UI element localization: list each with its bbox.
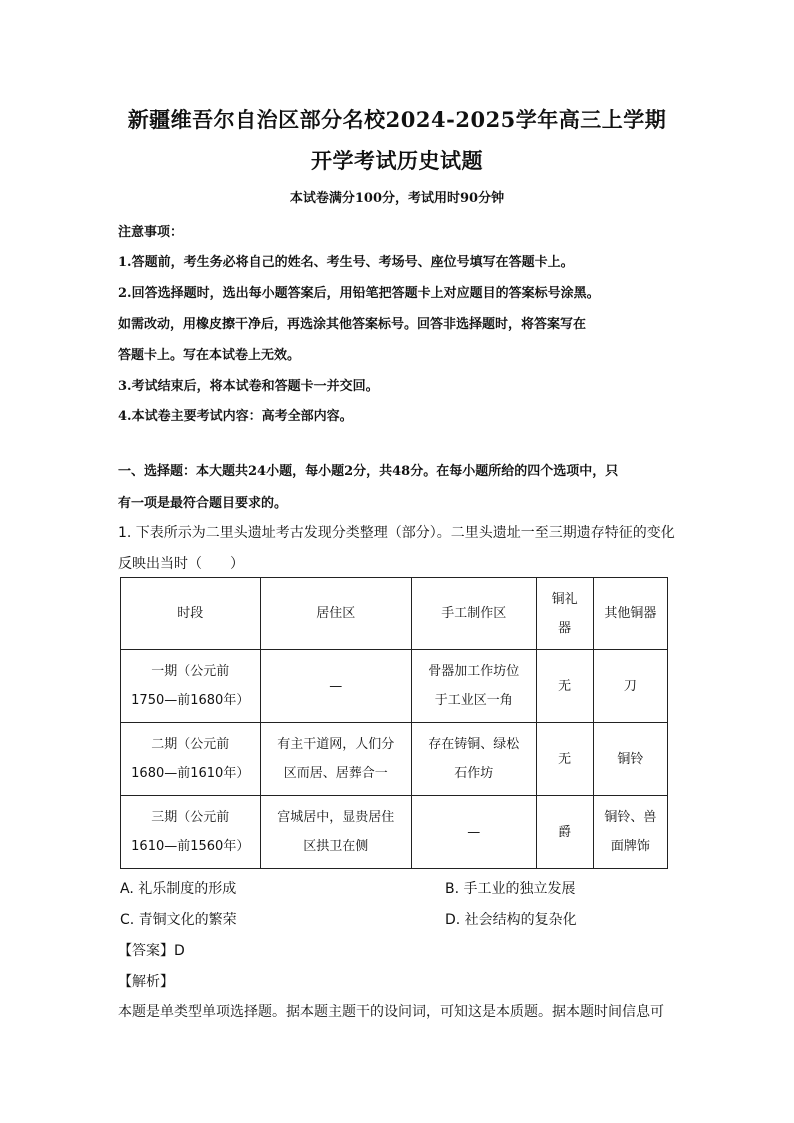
exam-title-line2: 开学考试历史试题	[311, 148, 483, 173]
option-d: D. 社会结构的复杂化	[445, 912, 577, 928]
table-cell: 存在铸铜、绿松 石作坊	[412, 723, 536, 796]
note-line-6: 4.本试卷主要考试内容：高考全部内容。	[118, 409, 353, 424]
header-workshop: 手工制作区	[412, 578, 536, 650]
table-cell: 三期（公元前 1610—前1560年）	[121, 796, 261, 869]
table-row	[121, 650, 668, 723]
section-heading-line1: 一、选择题：本大题共24小题，每小题2分，共48分。在每小题所给的四个选项中，只	[118, 464, 619, 479]
option-b: B. 手工业的独立发展	[445, 881, 576, 897]
table-cell: 爵	[536, 796, 593, 869]
archaeology-table	[120, 577, 668, 869]
table-cell: 无	[536, 723, 593, 796]
table-cell: —	[260, 650, 412, 723]
table-row	[121, 796, 668, 869]
section-heading-line2: 有一项是最符合题目要求的。	[118, 496, 288, 511]
header-residential: 居住区	[260, 578, 412, 650]
note-line-4: 答题卡上。写在本试卷上无效。	[118, 348, 301, 363]
table-cell: 铜铃	[593, 723, 667, 796]
exam-subtitle: 本试卷满分100分，考试用时90分钟	[289, 191, 505, 206]
note-line-5: 3.考试结束后，将本试卷和答题卡一并交回。	[118, 379, 379, 394]
header-other-bronze: 其他铜器	[593, 578, 667, 650]
analysis-heading: 【解析】	[118, 974, 174, 990]
table-cell: 二期（公元前 1680—前1610年）	[121, 723, 261, 796]
table-cell: 铜铃、兽 面牌饰	[593, 796, 667, 869]
question-1-stem-line1: 1. 下表所示为二里头遗址考古发现分类整理（部分）。二里头遗址一至三期遗存特征的变化	[118, 525, 675, 541]
table-cell: —	[412, 796, 536, 869]
table-cell: 刀	[593, 650, 667, 723]
analysis-line-1: 本题是单类型单项选择题。据本题主题干的设问词，可知这是本质题。据本题时间信息可	[118, 1004, 664, 1020]
answer-line: 【答案】D	[118, 943, 185, 959]
exam-title-line1: 新疆维吾尔自治区部分名校2024-2025学年高三上学期	[127, 107, 667, 132]
header-period: 时段	[121, 578, 261, 650]
table-cell: 无	[536, 650, 593, 723]
note-line-2: 2.回答选择题时，选出每小题答案后，用铅笔把答题卡上对应题目的答案标号涂黑。	[118, 286, 600, 301]
note-line-3: 如需改动，用橡皮擦干净后，再选涂其他答案标号。回答非选择题时，将答案写在	[118, 317, 587, 332]
notes-heading: 注意事项：	[118, 225, 184, 240]
question-1-stem-line2: 反映出当时（ ）	[118, 556, 244, 572]
table-cell: 有主干道网，人们分 区而居、居葬合一	[260, 723, 412, 796]
table-cell: 宫城居中，显贵居住 区拱卫在侧	[260, 796, 412, 869]
table-header-row	[121, 578, 668, 650]
header-ritual-bronze: 铜礼 器	[536, 578, 593, 650]
option-c: C. 青铜文化的繁荣	[120, 912, 237, 928]
note-line-1: 1.答题前，考生务必将自己的姓名、考生号、考场号、座位号填写在答题卡上。	[118, 255, 574, 270]
table-cell: 骨器加工作坊位 于工业区一角	[412, 650, 536, 723]
table-cell: 一期（公元前 1750—前1680年）	[121, 650, 261, 723]
table-row	[121, 723, 668, 796]
option-a: A. 礼乐制度的形成	[120, 881, 237, 897]
